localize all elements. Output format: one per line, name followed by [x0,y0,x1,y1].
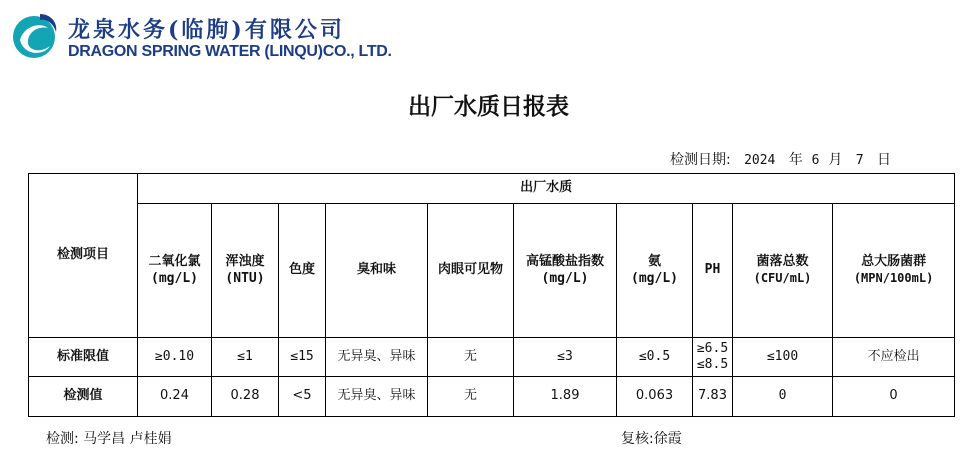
value-color: <5 [279,377,326,417]
date-month-unit: 月 [828,152,843,168]
limit-chlorine-dioxide: ≥0.10 [138,338,212,377]
limit-odor: 无异臭、异味 [326,338,428,377]
water-quality-table [28,173,955,417]
col-header-chlorine-dioxide: 二氧化氯 (mg/L) [138,204,212,338]
limit-bacteria: ≤100 [733,338,833,377]
reviewer-label: 复核: [621,431,654,447]
value-row-label: 检测值 [29,377,138,417]
reviewer [621,428,682,448]
company-name-cn: 龙泉水务(临朐)有限公司 [68,17,345,43]
value-bacteria: 0 [733,377,833,417]
value-ph: 7.83 [693,377,733,417]
date-year: 2024 [744,153,776,168]
value-coliform: 0 [833,377,955,417]
col-header-odor: 臭和味 [326,204,428,338]
limit-coliform: 不应检出 [833,338,955,377]
dragon-spring-logo-icon [10,10,62,60]
item-header: 检测项目 [29,174,138,338]
col-header-ph: PH [693,204,733,338]
group-header: 出厂水质 [138,174,955,204]
value-chlorine-dioxide: 0.24 [138,377,212,417]
limit-permanganate: ≤3 [514,338,617,377]
value-visible-matter: 无 [428,377,514,417]
col-header-permanganate: 高锰酸盐指数 (mg/L) [514,204,617,338]
col-header-bacteria: 菌落总数 (CFU/mL) [733,204,833,338]
date-day: 7 [855,153,864,168]
col-header-turbidity: 浑浊度 (NTU) [212,204,279,338]
col-header-color: 色度 [279,204,326,338]
date-label: 检测日期: [670,152,731,168]
col-header-ammonia: 氨 (mg/L) [617,204,693,338]
value-turbidity: 0.28 [212,377,279,417]
date-day-unit: 日 [876,152,891,168]
report-date [670,149,891,169]
value-permanganate: 1.89 [514,377,617,417]
limit-ammonia: ≤0.5 [617,338,693,377]
col-header-coliform: 总大肠菌群 (MPN/100mL) [833,204,955,338]
inspectors [46,428,172,448]
page-title: 出厂水质日报表 [408,93,569,120]
date-month: 6 [811,153,820,168]
limit-turbidity: ≤1 [212,338,279,377]
value-ammonia: 0.063 [617,377,693,417]
limit-ph: ≥6.5 ≤8.5 [693,338,733,377]
limit-row-label: 标准限值 [29,338,138,377]
company-name-en: DRAGON SPRING WATER (LINQU)CO., LTD. [68,43,392,60]
value-odor: 无异臭、异味 [326,377,428,417]
limit-color: ≤15 [279,338,326,377]
col-header-visible-matter: 肉眼可见物 [428,204,514,338]
inspectors-label: 检测: [46,431,79,447]
inspectors-names: 马学昌 卢桂娟 [83,431,172,447]
date-year-unit: 年 [788,152,803,168]
limit-visible-matter: 无 [428,338,514,377]
reviewer-name: 徐霞 [653,431,682,447]
